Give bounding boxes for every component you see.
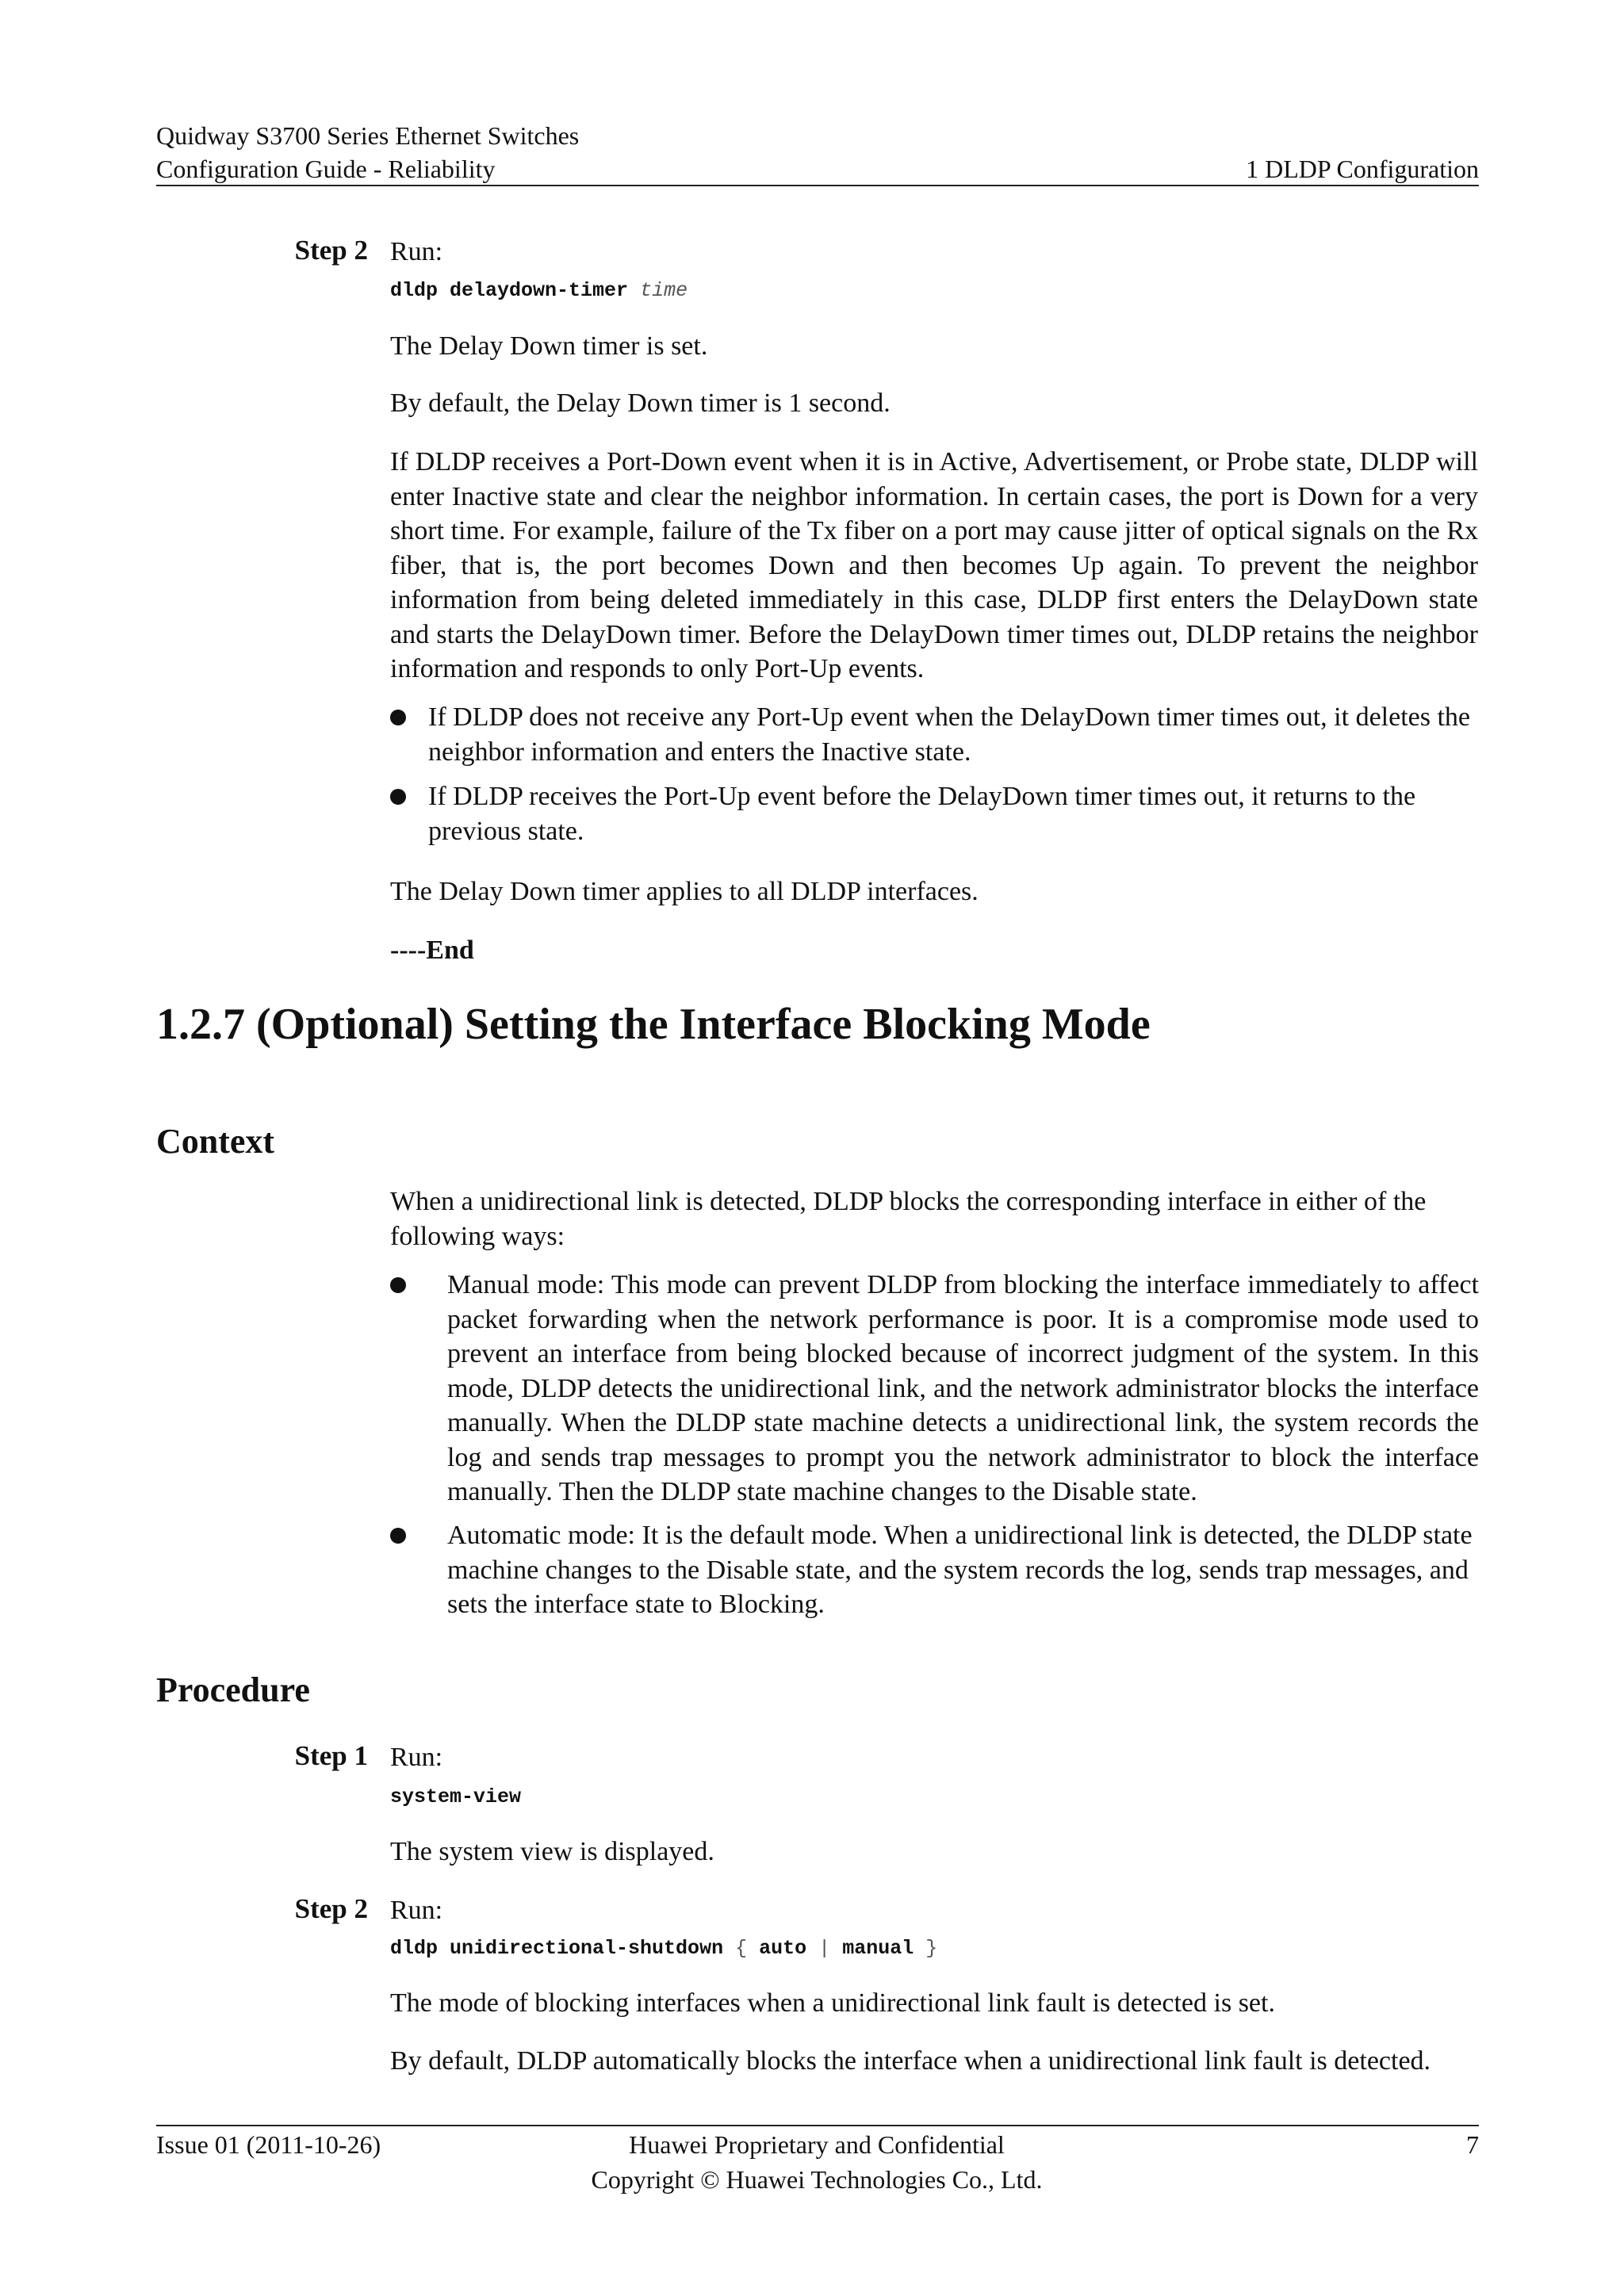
- command-argument: time: [640, 279, 688, 302]
- context-heading: Context: [156, 1122, 275, 1161]
- paragraph: If DLDP receives a Port-Down event when it is in Active, Advertisement, or Probe state, DLDP will enter Inactive state and clear the neighbor information. In certain cases, the port is Down for a very short time. For example, failure of the Tx fiber on a port may cause jitter of optical signals on the Rx fiber, that is, the port becomes Down and then becomes Up again. To prevent the neighbor information from being deleted immediately in this case, DLDP first enters the DelayDown state and starts the DelayDown timer. Before the DelayDown timer times out, DLDP retains the neighbor information and responds to only Port-Up events.: [390, 447, 1478, 683]
- footer-copyright: Copyright © Huawei Technologies Co., Ltd.: [591, 2165, 1043, 2194]
- footer-issue: Issue 01 (2011-10-26): [156, 2130, 381, 2159]
- option-auto: auto: [759, 1937, 807, 1960]
- header-chapter: 1 DLDP Configuration: [1246, 155, 1479, 183]
- bullet-text: Automatic mode: It is the default mode. When a unidirectional link is detected, the DLDP state machine changes to the Disable state, and the system records the log, sends trap messages, and sets the interface state to Blocking.: [447, 1521, 1473, 1619]
- run-label: Run:: [390, 1743, 443, 1772]
- bullet-dot: [390, 710, 406, 725]
- brace-open: {: [735, 1937, 748, 1960]
- footer-page-number: 7: [1466, 2130, 1479, 2159]
- step-label: Step 2: [294, 235, 368, 266]
- paragraph: The mode of blocking interfaces when a unidirectional link fault is detected is set.: [390, 1988, 1275, 2018]
- bullet-dot: [390, 789, 406, 805]
- bullet-dot: [390, 1528, 406, 1544]
- command-line: [390, 279, 688, 303]
- bullet-text: Manual mode: This mode can prevent DLDP from blocking the interface immediately to affect packet forwarding when the network performance is poor. It is a compromise mode used to prevent an interface from being blocked because of incorrect judgment of the system. In this mode, DLDP detects the unidirectional link, and the network administrator blocks the interface manually. When the DLDP state machine detects a unidirectional link, the system records the log and sends trap messages to prompt you the network administrator to block the interface manually. Then the DLDP state machine changes to the Disable state.: [447, 1270, 1479, 1506]
- step-label: Step 2: [294, 1893, 368, 1924]
- footer-confidential: Huawei Proprietary and Confidential: [629, 2130, 1005, 2159]
- command-keyword: dldp delaydown-timer: [390, 279, 629, 302]
- header-guide-title: Configuration Guide - Reliability: [156, 155, 496, 183]
- header-doc-title: Quidway S3700 Series Ethernet Switches: [156, 121, 580, 150]
- command-keyword: system-view: [390, 1785, 522, 1808]
- command-keyword: dldp unidirectional-shutdown: [390, 1937, 724, 1960]
- paragraph: The system view is displayed.: [390, 1837, 714, 1866]
- step-label: Step 1: [294, 1740, 368, 1771]
- run-label: Run:: [390, 1896, 443, 1925]
- footer-rule: [156, 2125, 1479, 2126]
- paragraph: When a unidirectional link is detected, DLDP blocks the corresponding interface in either of the following ways:: [390, 1187, 1427, 1251]
- paragraph: The Delay Down timer is set.: [390, 331, 708, 361]
- run-label: Run:: [390, 237, 443, 266]
- option-manual: manual: [842, 1937, 914, 1960]
- paragraph: By default, DLDP automatically blocks the interface when a unidirectional link fault is detected.: [390, 2046, 1431, 2076]
- section-title: 1.2.7 (Optional) Setting the Interface Blocking Mode: [156, 1000, 1151, 1049]
- bullet-text: If DLDP does not receive any Port-Up event when the DelayDown timer times out, it deletes the neighbor information and enters the Inactive state.: [428, 702, 1470, 767]
- paragraph: By default, the Delay Down timer is 1 second.: [390, 388, 891, 418]
- command-line: [390, 1937, 937, 1961]
- header-rule: [156, 185, 1479, 186]
- bullet-text: If DLDP receives the Port-Up event before the DelayDown timer times out, it returns to the previous state.: [428, 782, 1416, 846]
- bullet-dot: [390, 1277, 406, 1293]
- procedure-heading: Procedure: [156, 1670, 310, 1709]
- command-line: [390, 1785, 521, 1809]
- end-marker: ----End: [390, 936, 474, 965]
- brace-close: }: [925, 1937, 938, 1960]
- option-separator: |: [818, 1937, 831, 1960]
- paragraph: The Delay Down timer applies to all DLDP interfaces.: [390, 877, 979, 906]
